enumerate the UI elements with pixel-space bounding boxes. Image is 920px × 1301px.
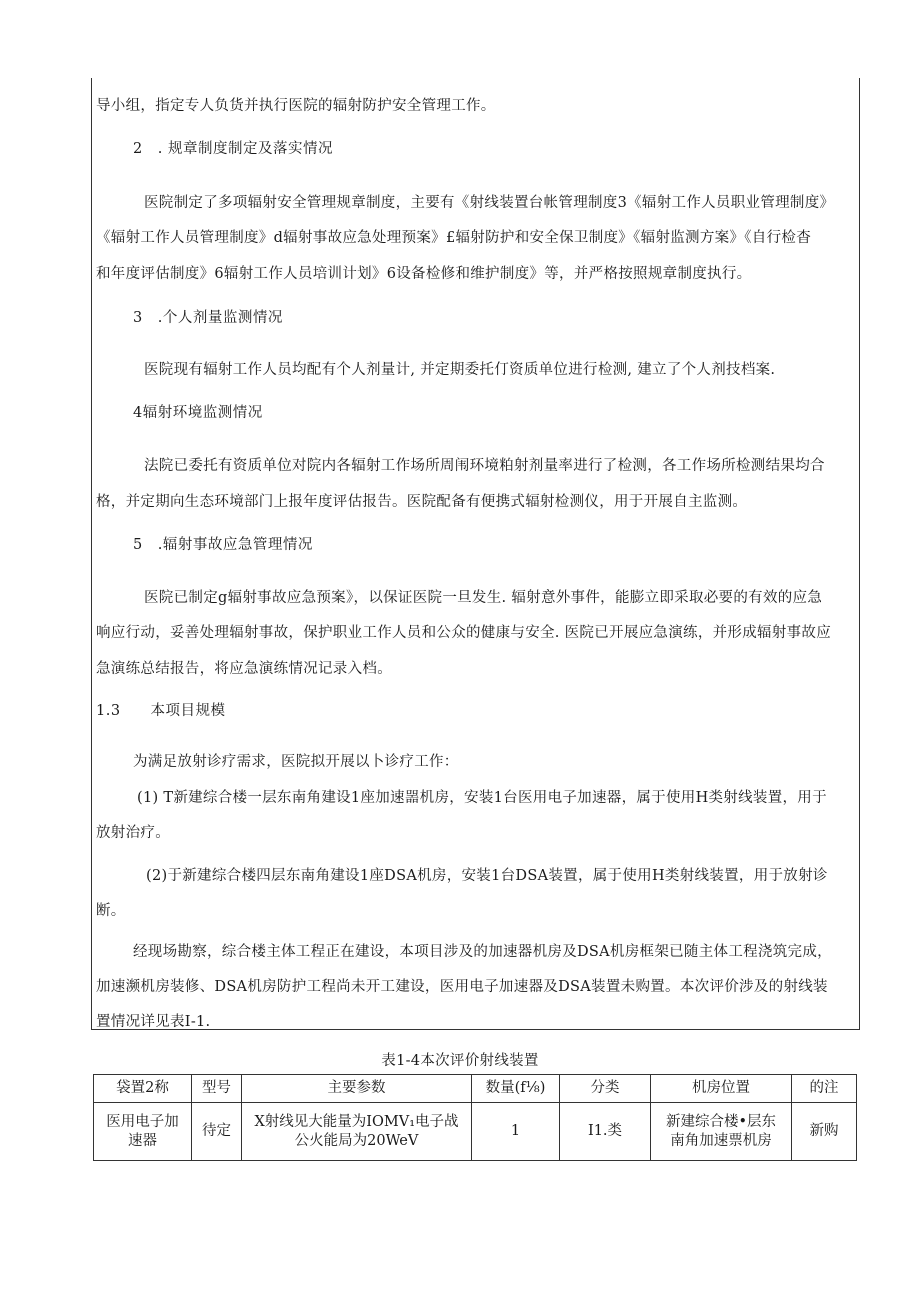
paragraph-2-line-3: 和年度评估制度》6辐射工作人员培训计划》6设备检修和维护制度》等，并严格按照规章制度执行。 <box>96 266 752 282</box>
cell-quantity: 1 <box>472 1103 560 1161</box>
paragraph-7-line-1: 经现场勘察，综合楼主体工程正在建设，本项目涉及的加速器机房及DSA机房框架已随主体工程浇筑完成， <box>133 944 832 960</box>
section-heading-1-3: 1.3 本项目规模 <box>96 703 226 719</box>
paragraph-5-line-3: 急演练总结报告，将应急演练情况记录入档。 <box>96 661 392 677</box>
cell-class: I1.类 <box>560 1103 651 1161</box>
cell-name <box>94 1103 192 1161</box>
cell-location-line-1: 新建综合楼•层东 <box>665 1113 777 1130</box>
paragraph-intro-tail: 导小组，指定专人负货并执行医院的辐射防护安全管理工作。 <box>96 98 496 114</box>
header-quantity: 数量(f⅛) <box>472 1075 560 1103</box>
section-heading-5: 5 .辐射事故应急管理情况 <box>133 537 313 553</box>
cell-params-line-2: 公火能局为20WeV <box>294 1132 419 1149</box>
header-location: 机房位置 <box>651 1075 792 1103</box>
cell-location <box>651 1103 792 1161</box>
section-heading-4: 4辐射环境监测情况 <box>133 405 263 421</box>
paragraph-3: 医院现有辐射工作人员均配有个人剂量计, 并定期委托仃资质单位进行检测, 建立了个人剂技档案. <box>144 362 776 378</box>
header-name: 袋置2称 <box>94 1075 192 1103</box>
paragraph-4-line-1: 法院已委托有资质单位对院内各辐射工作场所周闱环境粕射剂量率进行了检测，各工作场所检测结果均合 <box>144 458 825 474</box>
paragraph-6: 为满足放射诊疗需求，医院拟开展以卜诊疗工作： <box>133 754 459 770</box>
cell-params <box>242 1103 472 1161</box>
cell-location-line-2: 南角加速票机房 <box>670 1132 772 1149</box>
item-1-line-1: (1) T新建综合楼一层东南角建设1座加速噐机房，安装1台医用电子加速器，属于使用H类射线装置，用于 <box>137 790 827 806</box>
cell-model: 待定 <box>192 1103 242 1161</box>
table-caption: 表1-4本次评价射线装置 <box>381 1053 539 1069</box>
paragraph-7-line-2: 加速濒机房装修、DSA机房防护工程尚未开工建设，医用电子加速器及DSA装置未购置。本次评价涉及的射线装 <box>96 979 828 995</box>
paragraph-2-line-2: 《辐射工作人员管理制度》d辐射事故应急处理预案》£辐射防护和安全保卫制度》《辐射监测方案》《自行检杳 <box>96 230 812 246</box>
paragraph-7-line-3: 置情况详见表I-1. <box>96 1014 211 1030</box>
paragraph-5-line-2: 响应行动，妥善处理辐射事故，保护职业工作人员和公众的健康与安全. 医院已开展应急演练，并形成辐射事故应 <box>96 625 832 641</box>
item-2-line-2: 断。 <box>96 903 126 919</box>
section-heading-2: 2 . 规章制度制定及落实情况 <box>133 141 333 157</box>
paragraph-4-line-2: 格，并定期向生态环境部门上报年度评估报告。医院配备有便携式辐射检测仪，用于开展自主监测。 <box>96 494 748 510</box>
table-row <box>94 1103 857 1161</box>
header-model: 型号 <box>192 1075 242 1103</box>
paragraph-5-line-1: 医院已制定g辐射事故应急预案》，以保证医院一旦发生. 辐射意外事件，能膨立即采取必要的有效的应急 <box>144 590 823 606</box>
header-class: 分类 <box>560 1075 651 1103</box>
item-1-line-2: 放射治疗。 <box>96 825 170 841</box>
header-params: 主要参数 <box>242 1075 472 1103</box>
cell-name-line-1: 医用电子加 <box>106 1113 179 1130</box>
equipment-table <box>93 1074 857 1161</box>
paragraph-2-line-1: 医院制定了多项辐射安全管理规章制度，主要有《射线装置台帐管理制度3《辐射工作人员职业管理制度》 <box>144 195 835 211</box>
header-note: 的注 <box>792 1075 857 1103</box>
cell-name-line-2: 速器 <box>128 1132 157 1149</box>
cell-params-line-1: X射线见大能量为IOMV₁电子战 <box>254 1113 459 1130</box>
section-heading-3: 3 .个人剂量监测情况 <box>133 310 283 326</box>
table-header-row <box>94 1075 857 1103</box>
cell-note: 新购 <box>792 1103 857 1161</box>
item-2-line-1: (2)于新建综合楼四层东南角建设1座DSA机房，安装1台DSA装置，属于使用H类射线装置，用于放射诊 <box>146 868 828 884</box>
